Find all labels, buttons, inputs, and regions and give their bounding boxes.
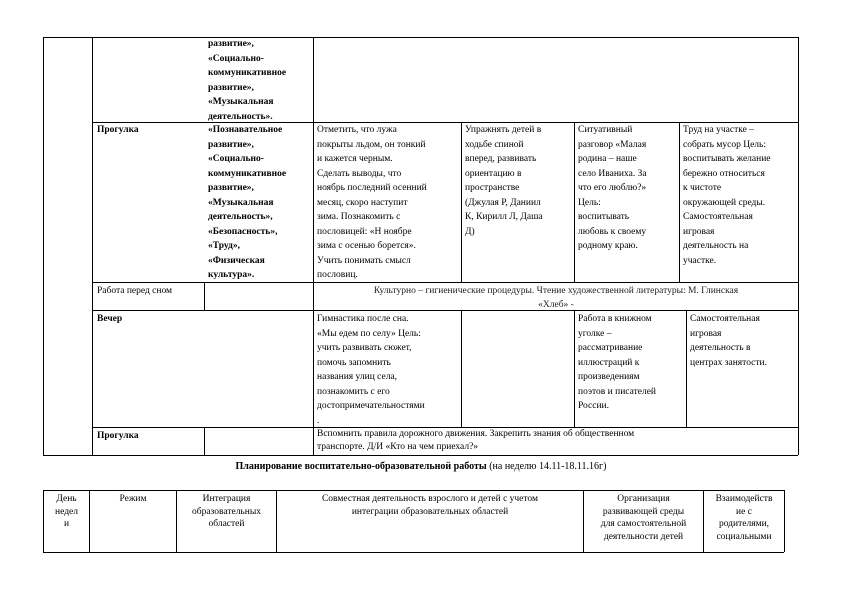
header-joint-activity: Совместная деятельность взрослого и детей с учетом интеграции образовательных областей [321, 494, 539, 517]
table-border-bottom [43, 455, 798, 456]
table-border-top [43, 37, 798, 38]
evening-game-cell: Гимнастика после сна. «Мы едем по селу» Цель: учить развивать сюжет, помочь запомнить названия улиц села, познакомить с его достопримечательностями . [317, 314, 425, 426]
column-divider [461, 122, 462, 282]
header-regime: Режим [119, 494, 147, 504]
column-divider [204, 282, 205, 310]
column-divider [43, 37, 44, 455]
row-divider [92, 282, 798, 283]
evening-free-play-cell: Самостоятельная игровая деятельность в центрах занятости. [690, 314, 768, 368]
regime-walk-2: Прогулка [97, 431, 139, 441]
section-title [0, 460, 842, 473]
walk-labor-cell: Труд на участке – собрать мусор Цель: воспитывать желание бережно относиться к чистоте окружающей среды. Самостоятельная игровая деятельность на участке. [683, 125, 771, 266]
areas-walk: «Познавательное развитие», «Социально- коммуникативное развитие», «Музыкальная деятельность», «Безопасность», «Труд», «Физическая культура». [208, 125, 287, 280]
header-parents: Взаимодейств ие с родителями, социальными [715, 494, 773, 542]
column-divider [92, 37, 93, 455]
walk2-activity: Вспомнить правила дорожного движения. Закрепить знания об общественном транспорте. Д/И «Кто на чем приехал?» [317, 429, 635, 452]
before-sleep-activity: Культурно – гигиенические процедуры. Чтение художественной литературы: М. Глинская «Хлеб» - [373, 286, 739, 310]
column-divider [784, 490, 785, 552]
header-areas: Интеграция образовательных областей [192, 494, 261, 529]
section-title-main: Планирование воспитательно-образовательной работы [235, 461, 487, 472]
column-divider [574, 122, 575, 282]
regime-before-sleep: Работа перед сном [97, 286, 173, 296]
regime-evening: Вечер [97, 314, 123, 324]
walk-conversation-cell: Ситуативный разговор «Малая родина – наше село Иваниха. За что его люблю?» Цель: воспитывать любовь к своему родному краю. [578, 125, 647, 251]
header-day: День недел и [55, 494, 78, 529]
areas-cell-continued: развитие», «Социально- коммуникативное развитие», «Музыкальная деятельность». [208, 39, 287, 121]
column-divider [204, 427, 205, 455]
column-divider [461, 310, 462, 427]
walk-individual-cell: Упражнять детей в ходьбе спиной вперед, развивать ориентацию в пространстве (Джулая Р, Даниил К, Кирилл Л, Даша Д) [465, 125, 543, 237]
column-divider [313, 37, 314, 455]
table-border-right [798, 37, 799, 455]
walk-observation-cell: Отметить, что лужа покрыты льдом, он тонкий и кажется черным. Сделать выводы, что ноябрь последний осенний месяц, скоро наступит зима. Познакомить с пословицей: «Н ноябре зима с осенью борется». Учить понимать смысл пословиц. [317, 125, 427, 280]
header-border-bottom [43, 552, 784, 553]
header-environment: Организация развивающей среды для самостоятельной деятельности детей [600, 494, 687, 542]
evening-book-corner-cell: Работа в книжном уголке – рассматривание иллюстраций к произведениям поэтов и писателей России. [578, 314, 657, 411]
row-divider [92, 310, 798, 311]
column-divider [574, 310, 575, 427]
column-divider [686, 310, 687, 427]
section-title-dates: (на неделю 14.11-18.11.16г) [486, 461, 607, 472]
header-border-top [43, 490, 784, 491]
regime-walk: Прогулка [97, 125, 139, 135]
column-divider [679, 122, 680, 282]
